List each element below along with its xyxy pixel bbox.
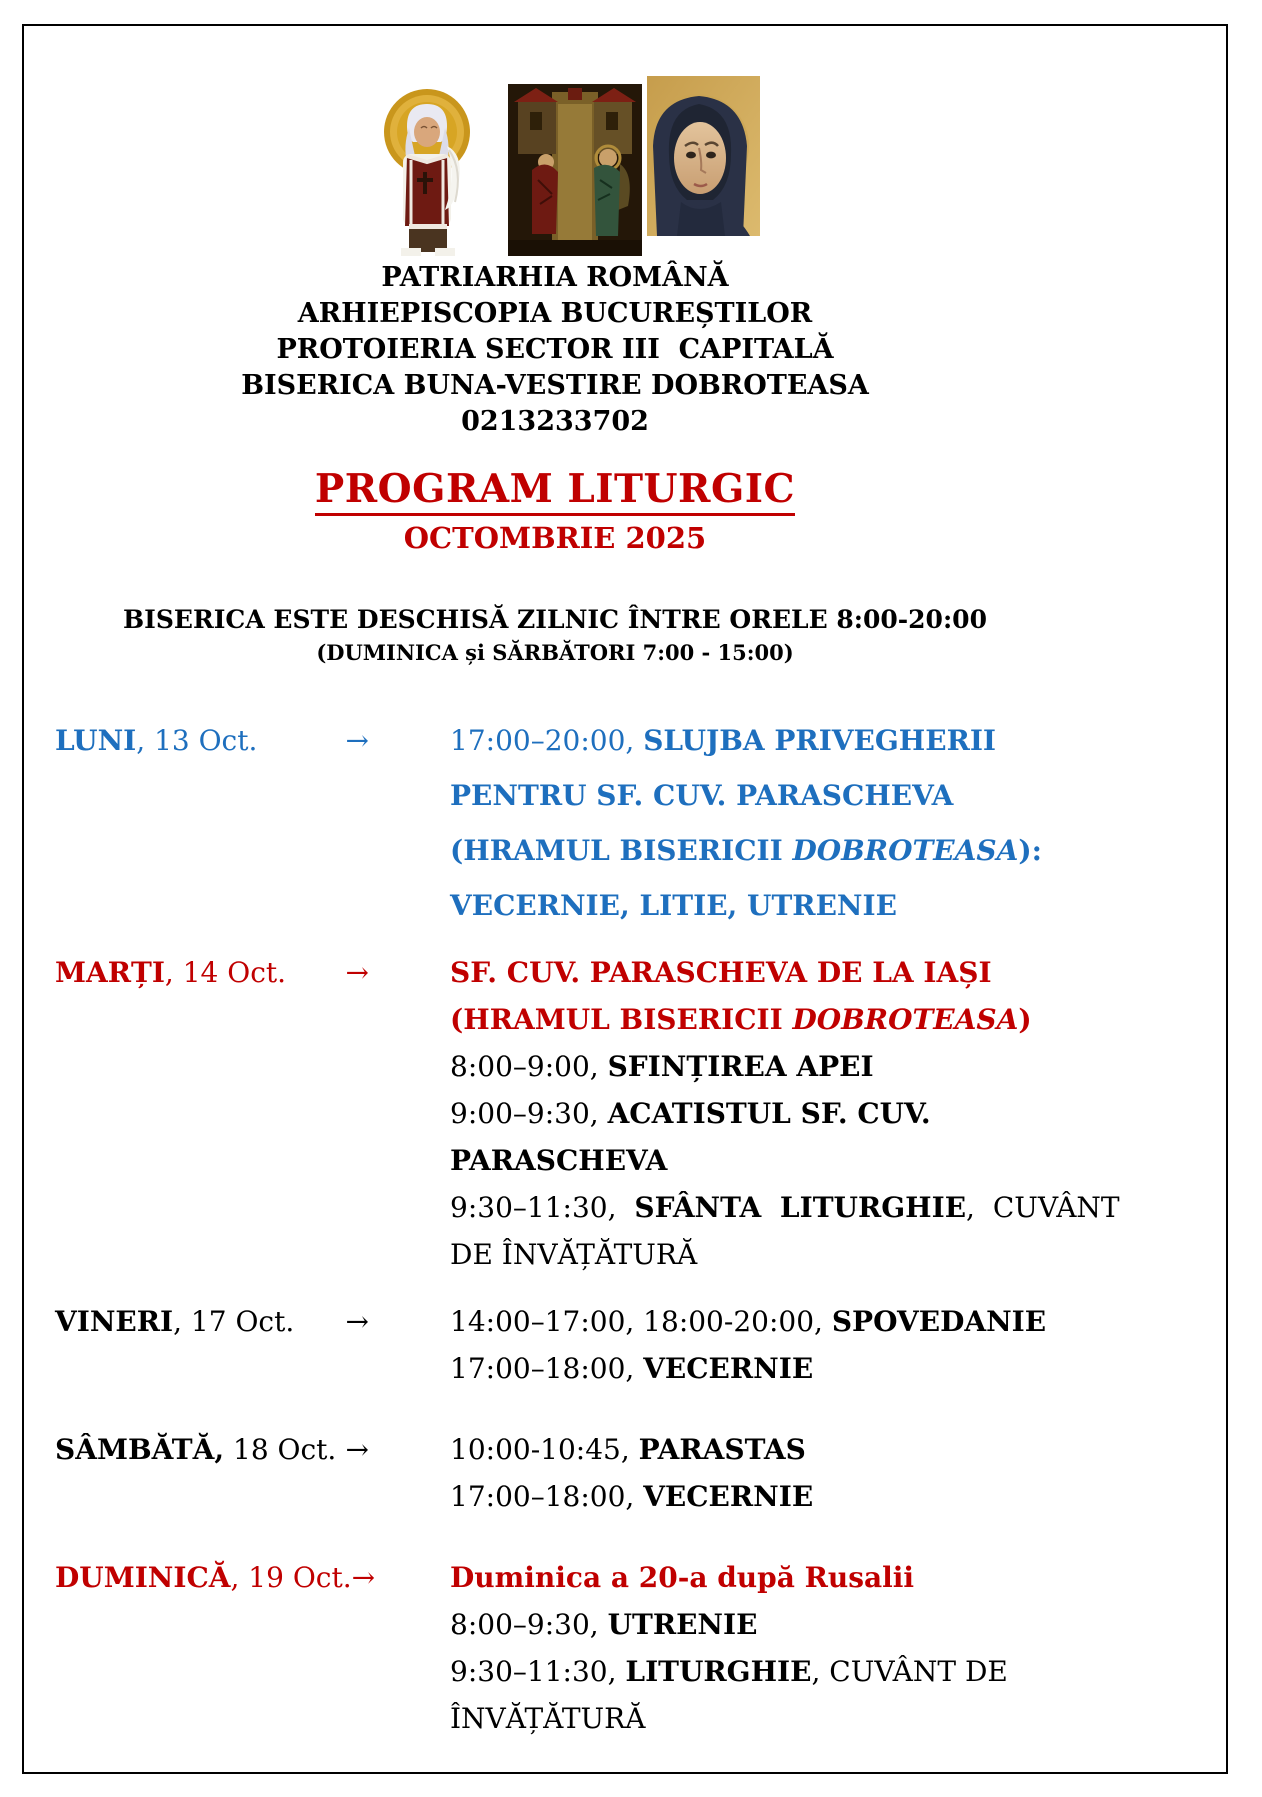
schedule-text-segment: 9:00–9:30, [450,1097,608,1130]
org-line-patriarhia: PATRIARHIA ROMÂNĂ [381,262,729,293]
document-page [22,24,1228,1774]
schedule-line [450,1601,1060,1648]
schedule-text-segment: , CUVÂNT [966,1191,1120,1224]
schedule-text-segment: ÎNVĂȚĂTURĂ [450,1702,646,1735]
day-cell [50,1298,395,1392]
schedule-row-vineri [50,1298,1060,1392]
schedule-line [450,1426,1060,1473]
day-date: , 13 Oct. [136,724,258,757]
schedule-text-segment: SFÂNTA LITURGHIE [634,1191,967,1224]
schedule-text-segment: 17:00–18:00, [450,1352,644,1385]
schedule [50,713,1120,1742]
day-cell [50,1554,395,1742]
schedule-text-segment: , CUVÂNT DE [811,1655,1008,1688]
day-name: VINERI [55,1305,174,1338]
entry-lines [395,1554,1060,1742]
schedule-row-duminic [50,1554,1060,1742]
day-name: DUMINICĂ [55,1561,231,1594]
schedule-text-segment: SPOVEDANIE [831,1305,1047,1338]
page-title: PROGRAM LITURGIC [315,466,795,516]
schedule-line [450,1473,1060,1520]
schedule-text-segment: 8:00–9:30, [450,1608,608,1641]
schedule-text-segment: Duminica a 20-a după Rusalii [450,1561,915,1594]
annunciation-icon [508,76,642,256]
day-cell [50,1426,395,1520]
entry-lines [395,713,1060,933]
day-cell [50,713,395,933]
schedule-text-segment: DOBROTEASA [792,1003,1019,1036]
schedule-text-segment: DE ÎNVĂȚĂTURĂ [450,1238,698,1271]
schedule-line [450,768,1060,823]
schedule-text-segment: DOBROTEASA [792,834,1019,867]
schedule-text-segment: 10:00-10:45, [450,1433,639,1466]
org-header [50,260,1060,440]
header-images [50,26,1060,256]
org-phone: 0213233702 [461,406,649,437]
day-date: , 14 Oct. [164,956,287,989]
schedule-text-segment: 14:00–17:00, 18:00-20:00, [450,1305,832,1338]
schedule-text-segment: PENTRU SF. CUV. PARASCHEVA [450,779,954,812]
entry-lines [395,1426,1060,1520]
arrow-icon: → [345,724,369,757]
sunday-hours-line: (DUMINICA și SĂRBĂTORI 7:00 - 15:00) [316,640,794,665]
entry-lines [395,949,1120,1278]
opening-hours-line: BISERICA ESTE DESCHISĂ ZILNIC ÎNTRE ORELE 8:00-20:00 [123,605,987,634]
schedule-line [450,1695,1060,1742]
schedule-line [450,878,1060,933]
schedule-text-segment: ) [1018,1003,1032,1036]
day-name: MARȚI [55,956,165,989]
schedule-text-segment: LITURGHIE [625,1655,812,1688]
day-cell [50,949,395,1278]
schedule-line [450,1345,1060,1392]
schedule-line [450,1137,1120,1184]
schedule-line [450,823,1060,878]
schedule-text-segment: 8:00–9:00, [450,1050,608,1083]
opening-hours-notice [50,603,1060,669]
schedule-line [450,996,1120,1043]
schedule-line [450,949,1120,996]
day-name: LUNI [55,724,137,757]
schedule-line [450,713,1060,768]
org-line-protoieria: PROTOIERIA SECTOR III CAPITALĂ [276,334,834,365]
schedule-text-segment: VECERNIE, LITIE, UTRENIE [450,889,897,922]
schedule-line [450,1043,1120,1090]
schedule-line [450,1648,1060,1695]
day-date: , 19 Oct. [230,1561,352,1594]
schedule-text-segment: SF. CUV. PARASCHEVA DE LA IAȘI [450,956,992,989]
schedule-text-segment: VECERNIE [643,1352,814,1385]
arrow-icon: → [345,956,369,989]
schedule-text-segment: 9:30–11:30, [450,1655,626,1688]
day-name: SÂMBĂTĂ, [55,1433,225,1466]
schedule-line [450,1231,1120,1278]
schedule-text-segment: UTRENIE [607,1608,758,1641]
schedule-text-segment: 17:00–20:00, [450,724,644,757]
schedule-row-luni [50,713,1060,933]
saint-parascheva-standing-icon [351,76,503,256]
arrow-icon: → [345,1305,369,1338]
schedule-text-segment: SFINȚIREA APEI [607,1050,874,1083]
schedule-line [450,1554,1060,1601]
schedule-text-segment: PARASTAS [638,1433,806,1466]
day-date: , 17 Oct. [173,1305,295,1338]
schedule-text-segment: 17:00–18:00, [450,1480,644,1513]
schedule-line [450,1090,1120,1137]
day-date: 18 Oct. [224,1433,337,1466]
schedule-row-mari [50,949,1120,1278]
entry-lines [395,1298,1060,1392]
arrow-icon: → [345,1433,369,1466]
saint-face-icon [647,76,760,236]
schedule-text-segment: 9:30–11:30, [450,1191,635,1224]
schedule-text-segment: VECERNIE [643,1480,814,1513]
org-line-biserica: BISERICA BUNA-VESTIRE DOBROTEASA [241,370,869,401]
schedule-text-segment: (HRAMUL BISERICII [450,1003,793,1036]
schedule-text-segment: SLUJBA PRIVEGHERII [643,724,997,757]
schedule-line [450,1298,1060,1345]
schedule-text-segment: PARASCHEVA [450,1144,668,1177]
schedule-text-segment: ACATISTUL SF. CUV. [607,1097,931,1130]
org-line-arhiepiscopia: ARHIEPISCOPIA BUCUREȘTILOR [297,298,813,329]
arrow-icon: → [351,1561,376,1594]
schedule-line [450,1184,1120,1231]
schedule-row-smbt [50,1426,1060,1520]
page-subtitle: OCTOMBRIE 2025 [403,521,707,555]
schedule-text-segment: ): [1018,834,1042,867]
schedule-text-segment: (HRAMUL BISERICII [450,834,793,867]
